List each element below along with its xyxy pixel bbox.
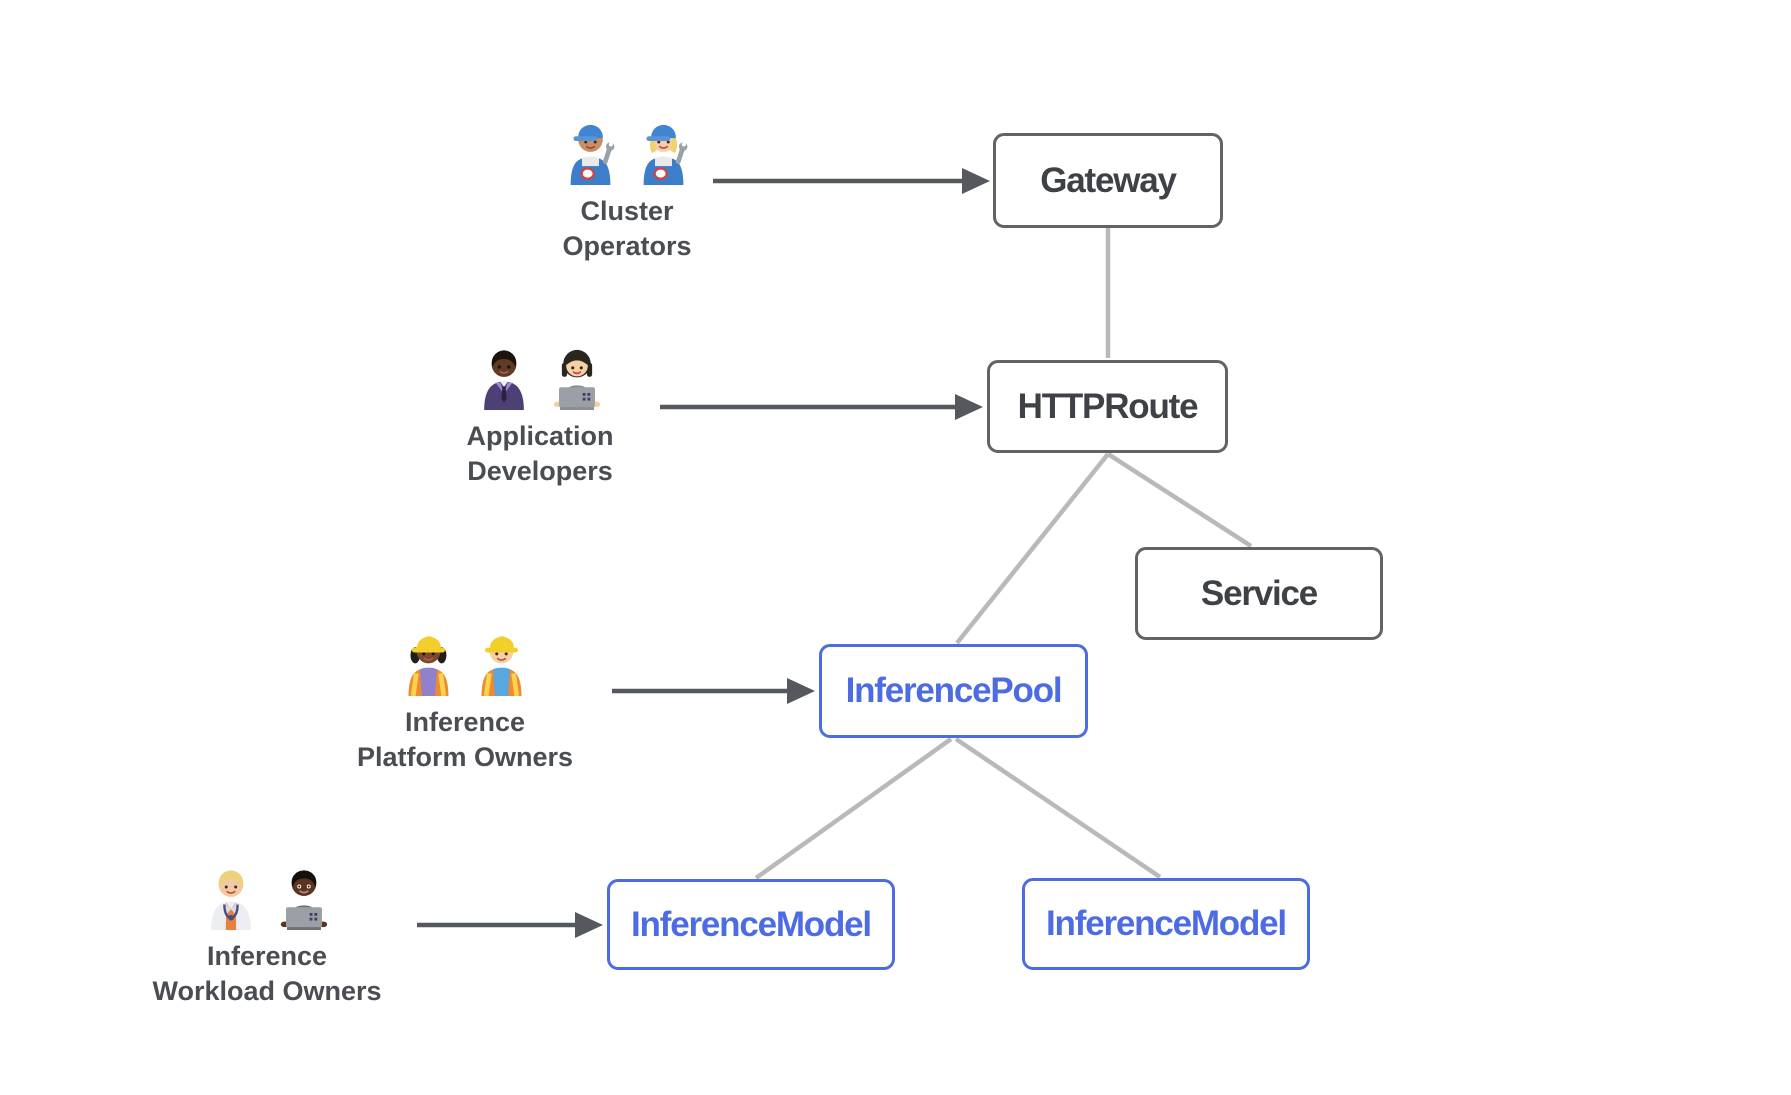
inference-workload-owners-label: Inference Workload Owners [152,941,382,1006]
cluster-operators-figures [562,115,692,185]
inference-platform-owners-label: Inference Platform Owners [356,707,574,772]
arrow-platform-owners-inferencepool [612,678,815,704]
node-inferencemodel-left [607,879,895,970]
application-developers-figures [475,340,605,410]
woman-construction-worker-icon [400,626,457,696]
node-inferencemodel-right [1022,878,1310,970]
node-httproute-label: HTTPRoute [1017,386,1198,426]
node-service-label: Service [1200,573,1318,613]
node-service [1135,547,1383,640]
node-gateway-label: Gateway [1040,160,1176,200]
node-inferencepool [819,644,1088,738]
inference-workload-owners-figures [202,860,332,930]
edge-httproute-inferencepool [957,454,1108,643]
persona-cluster-operators [562,115,692,264]
persona-inference-workload-owners [152,860,381,1009]
man-office-worker-icon [475,340,532,410]
edge-inferencepool-inferencemodel-right [956,739,1160,877]
node-inferencemodel-right-label: InferenceModel [1046,904,1286,943]
arrow-application-developers-httproute [660,394,983,420]
persona-application-developers [467,340,614,489]
dark-technologist-icon [275,860,332,930]
edge-inferencepool-inferencemodel-left [756,739,951,878]
cluster-operators-label: Cluster Operators [562,196,692,261]
node-inferencepool-label: InferencePool [845,671,1062,710]
edge-httproute-service [1108,454,1251,546]
man-mechanic-icon [562,115,619,185]
woman-mechanic-icon [635,115,692,185]
node-gateway [993,133,1223,228]
arrow-cluster-operators-gateway [713,168,990,194]
inference-platform-owners-figures [400,626,530,696]
man-construction-worker-icon [473,626,530,696]
application-developers-label: Application Developers [466,421,614,486]
persona-inference-platform-owners [357,626,573,775]
node-httproute [987,360,1228,453]
health-worker-icon [202,860,259,930]
woman-technologist-icon [548,340,605,410]
node-inferencemodel-left-label: InferenceModel [631,904,871,944]
arrow-workload-owners-inferencemodel [417,912,603,938]
